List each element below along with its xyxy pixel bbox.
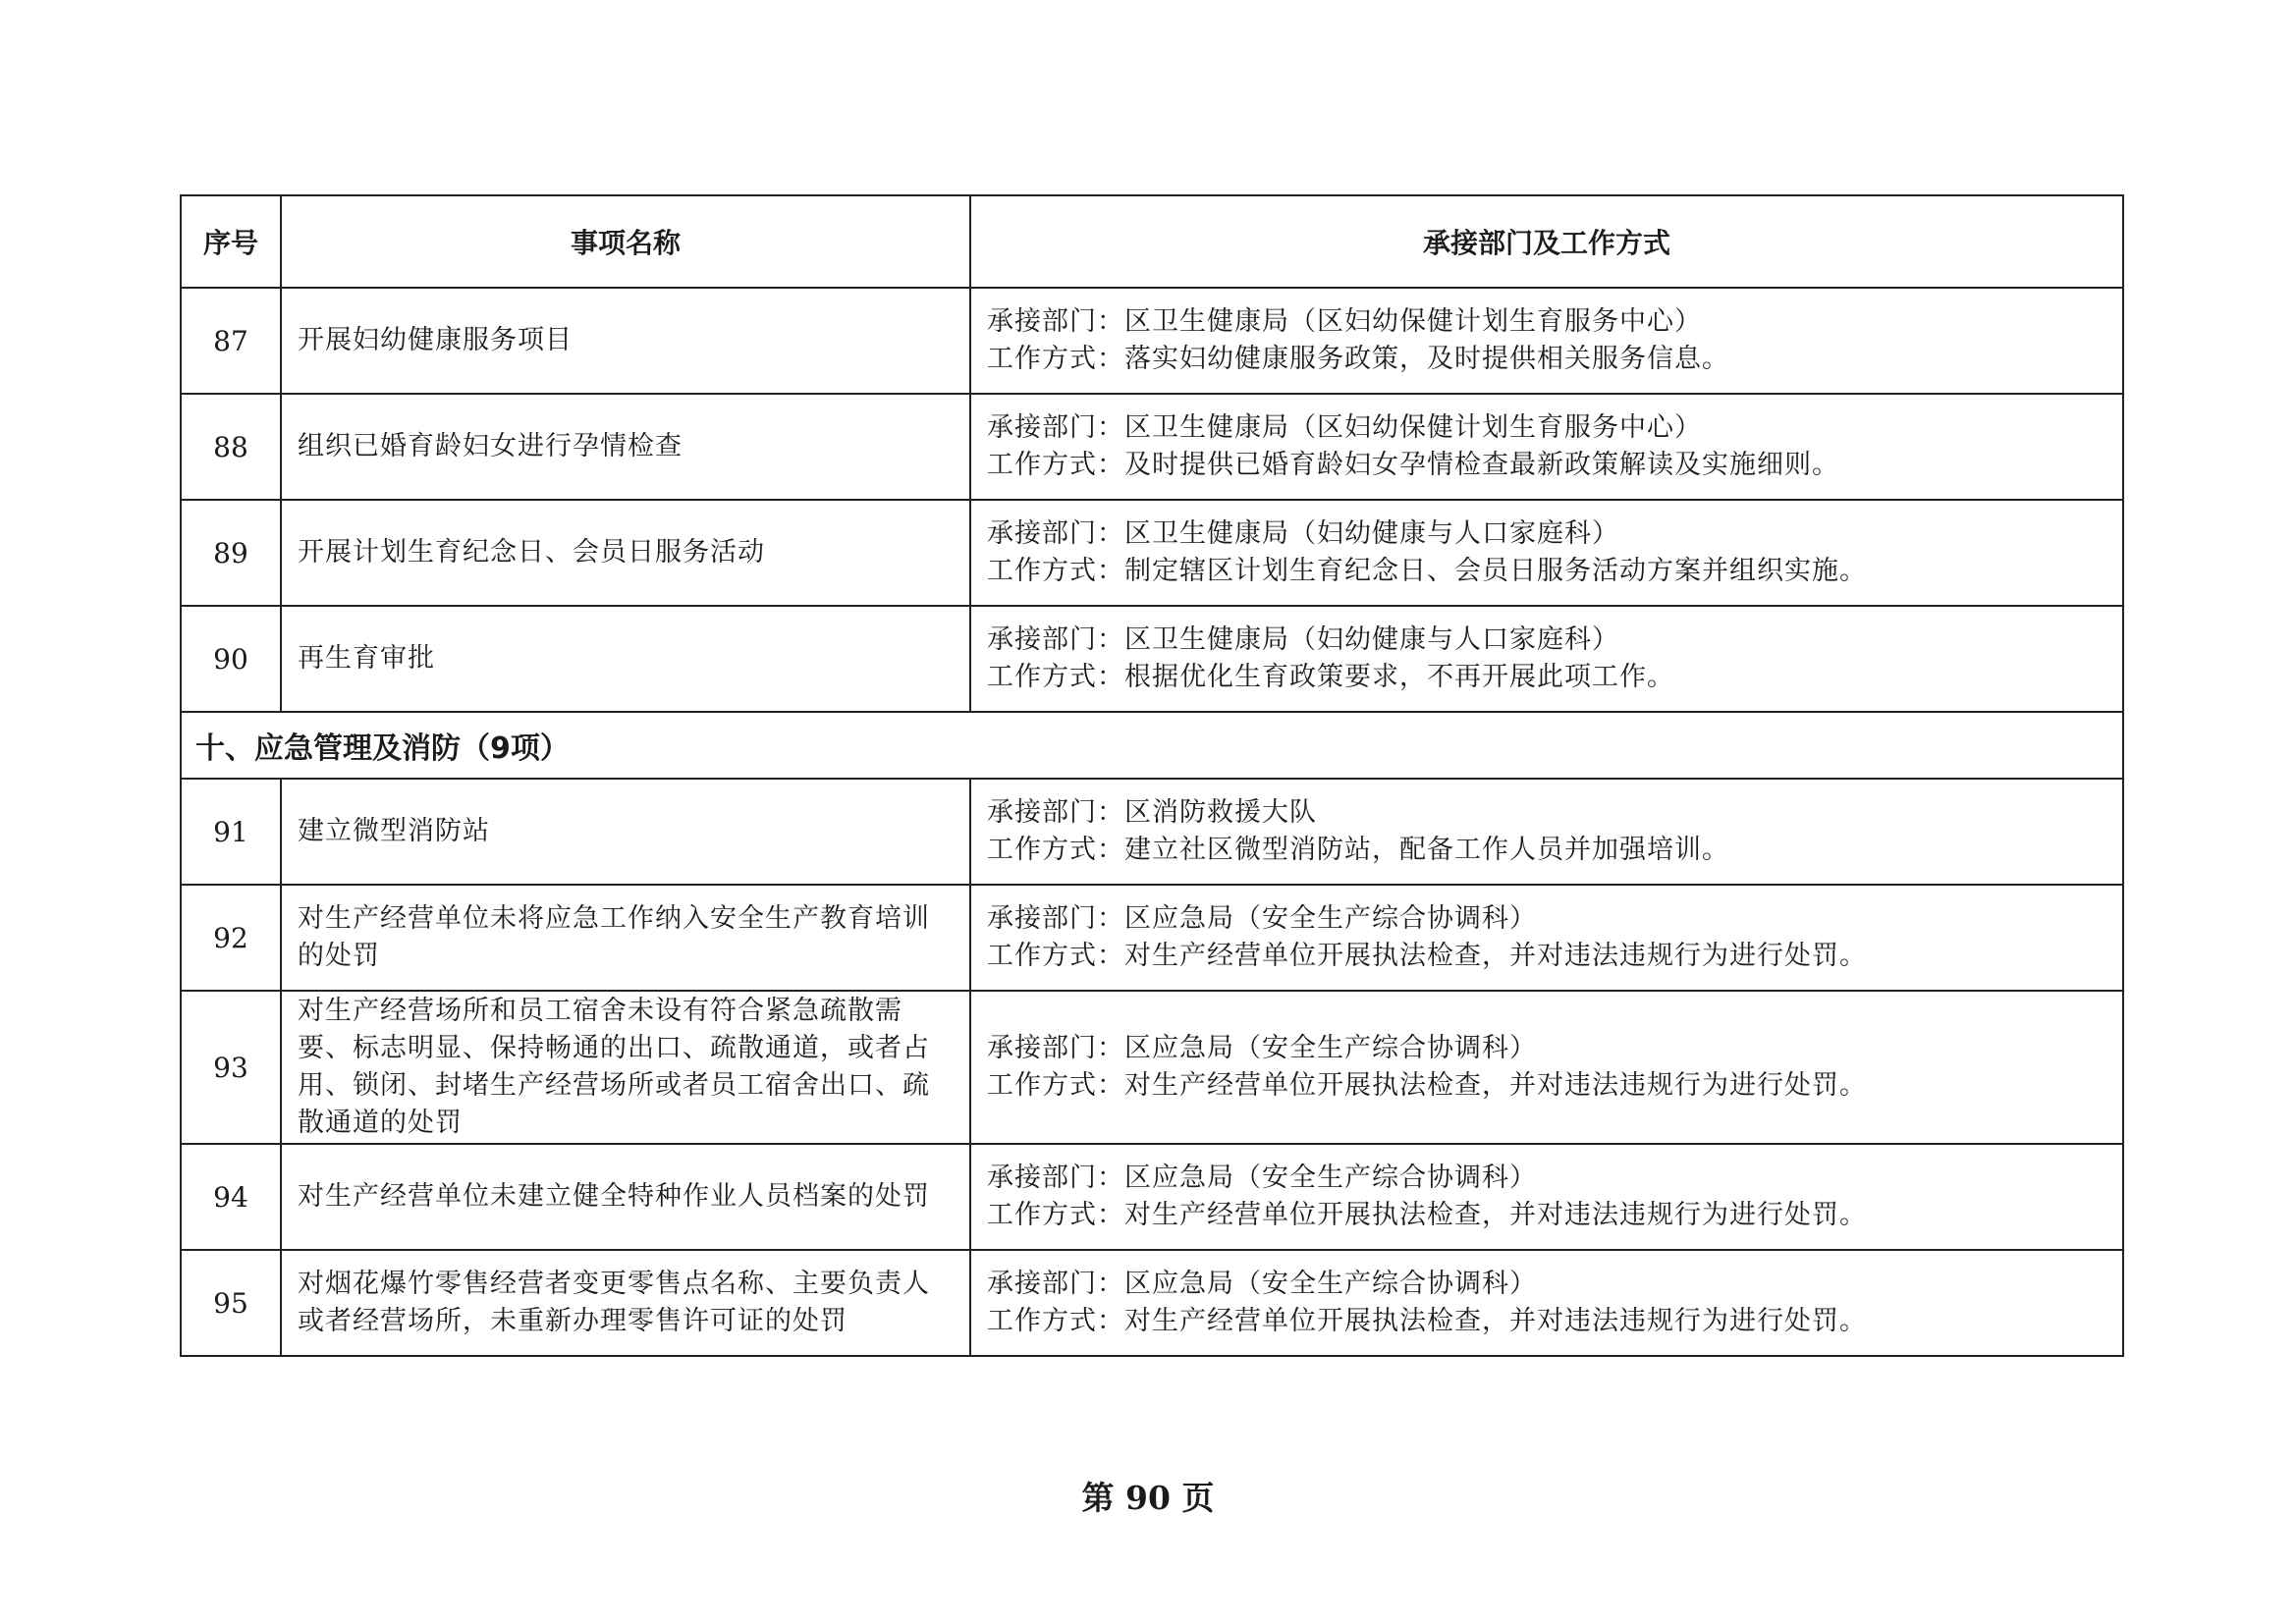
row-item-name: 开展妇幼健康服务项目	[281, 288, 970, 394]
row-method: 工作方式：对生产经营单位开展执法检查，并对违法违规行为进行处罚。	[987, 941, 1867, 971]
service-items-table	[180, 194, 2124, 1357]
row-item-name: 建立微型消防站	[281, 779, 970, 885]
row-dept-method	[970, 606, 2123, 712]
row-item-name: 对烟花爆竹零售经营者变更零售点名称、主要负责人或者经营场所，未重新办理零售许可证的处罚	[281, 1250, 970, 1356]
row-item-name: 对生产经营场所和员工宿舍未设有符合紧急疏散需要、标志明显、保持畅通的出口、疏散通道，或者占用、锁闭、封堵生产经营场所或者员工宿舍出口、疏散通道的处罚	[281, 991, 970, 1144]
header-dept-method: 承接部门及工作方式	[970, 195, 2123, 288]
row-dept-method	[970, 779, 2123, 885]
row-seq: 91	[181, 779, 281, 885]
row-dept-method	[970, 885, 2123, 991]
row-dept: 承接部门：区应急局（安全生产综合协调科）	[987, 1163, 1537, 1193]
row-seq: 88	[181, 394, 281, 500]
row-method: 工作方式：制定辖区计划生育纪念日、会员日服务活动方案并组织实施。	[987, 556, 1867, 586]
table-row	[181, 394, 2123, 500]
row-method: 工作方式：根据优化生育政策要求，不再开展此项工作。	[987, 662, 1674, 692]
page-number: 第 90 页	[1081, 1479, 1215, 1517]
table-row	[181, 779, 2123, 885]
row-method: 工作方式：对生产经营单位开展执法检查，并对违法违规行为进行处罚。	[987, 1070, 1867, 1101]
row-dept: 承接部门：区卫生健康局（区妇幼保健计划生育服务中心）	[987, 412, 1702, 443]
table-row	[181, 1144, 2123, 1250]
row-dept-method	[970, 1144, 2123, 1250]
row-dept: 承接部门：区应急局（安全生产综合协调科）	[987, 903, 1537, 934]
row-dept-method	[970, 991, 2123, 1144]
row-item-name: 组织已婚育龄妇女进行孕情检查	[281, 394, 970, 500]
row-dept-method	[970, 288, 2123, 394]
row-method: 工作方式：及时提供已婚育龄妇女孕情检查最新政策解读及实施细则。	[987, 450, 1839, 480]
table-row	[181, 500, 2123, 606]
row-seq: 89	[181, 500, 281, 606]
row-item-name: 再生育审批	[281, 606, 970, 712]
row-seq: 90	[181, 606, 281, 712]
row-item-name: 对生产经营单位未将应急工作纳入安全生产教育培训的处罚	[281, 885, 970, 991]
row-dept: 承接部门：区卫生健康局（妇幼健康与人口家庭科）	[987, 518, 1619, 549]
row-seq: 92	[181, 885, 281, 991]
row-dept: 承接部门：区消防救援大队	[987, 797, 1317, 828]
row-item-name: 对生产经营单位未建立健全特种作业人员档案的处罚	[281, 1144, 970, 1250]
section-heading-row	[181, 712, 2123, 779]
row-dept-method	[970, 394, 2123, 500]
row-dept: 承接部门：区卫生健康局（妇幼健康与人口家庭科）	[987, 624, 1619, 655]
row-dept: 承接部门：区应急局（安全生产综合协调科）	[987, 1033, 1537, 1063]
row-dept: 承接部门：区应急局（安全生产综合协调科）	[987, 1269, 1537, 1299]
header-item-name: 事项名称	[281, 195, 970, 288]
row-method: 工作方式：落实妇幼健康服务政策，及时提供相关服务信息。	[987, 344, 1729, 374]
row-dept-method	[970, 500, 2123, 606]
row-seq: 94	[181, 1144, 281, 1250]
table-body	[181, 288, 2123, 1356]
row-method: 工作方式：对生产经营单位开展执法检查，并对违法违规行为进行处罚。	[987, 1200, 1867, 1230]
row-method: 工作方式：对生产经营单位开展执法检查，并对违法违规行为进行处罚。	[987, 1306, 1867, 1336]
table-row	[181, 288, 2123, 394]
row-dept-method	[970, 1250, 2123, 1356]
header-seq: 序号	[181, 195, 281, 288]
section-heading: 十、应急管理及消防（9项）	[181, 712, 2123, 779]
row-dept: 承接部门：区卫生健康局（区妇幼保健计划生育服务中心）	[987, 306, 1702, 337]
table-row	[181, 991, 2123, 1144]
table-row	[181, 885, 2123, 991]
table-header-row	[181, 195, 2123, 288]
table-row	[181, 606, 2123, 712]
table-row	[181, 1250, 2123, 1356]
row-seq: 87	[181, 288, 281, 394]
row-seq: 95	[181, 1250, 281, 1356]
row-method: 工作方式：建立社区微型消防站，配备工作人员并加强培训。	[987, 835, 1729, 865]
row-item-name: 开展计划生育纪念日、会员日服务活动	[281, 500, 970, 606]
row-seq: 93	[181, 991, 281, 1144]
